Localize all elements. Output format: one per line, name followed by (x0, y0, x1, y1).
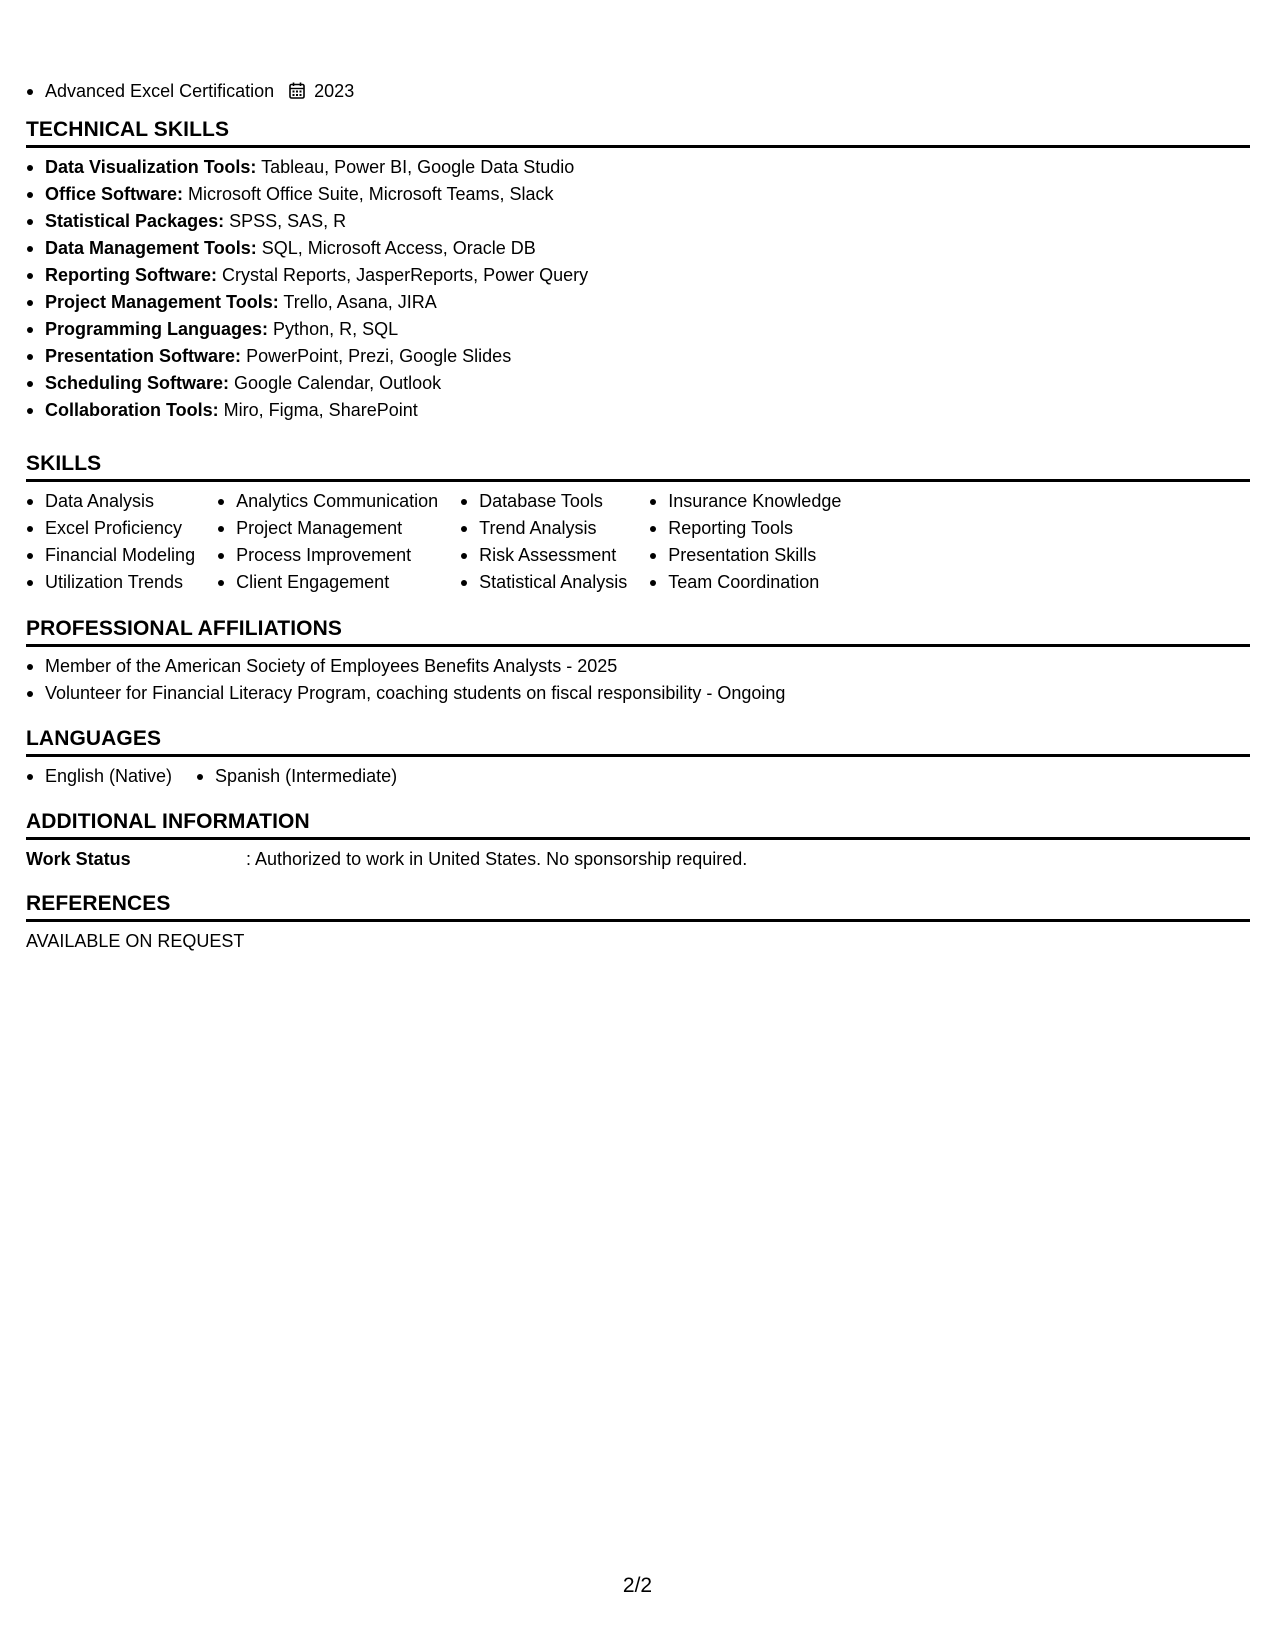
list-item: Project Management Tools: Trello, Asana, JIRA (26, 289, 1250, 316)
skills-grid (26, 482, 1250, 596)
skills-column (649, 488, 841, 596)
list-item: Programming Languages: Python, R, SQL (26, 316, 1250, 343)
list-item: Member of the American Society of Employees Benefits Analysts - 2025 (26, 653, 1250, 680)
list-item: Project Management (217, 515, 438, 542)
list-item: Team Coordination (649, 569, 841, 596)
skills-column (26, 488, 195, 596)
list-item: Database Tools (460, 488, 627, 515)
list-item: Reporting Software: Crystal Reports, JasperReports, Power Query (26, 262, 1250, 289)
section-title: SKILLS (26, 450, 1250, 482)
skills-section (26, 450, 1250, 596)
references-section (26, 890, 1250, 955)
list-item: Data Management Tools: SQL, Microsoft Access, Oracle DB (26, 235, 1250, 262)
affiliations-list (26, 653, 1250, 707)
list-item: Client Engagement (217, 569, 438, 596)
affiliations-section (26, 615, 1250, 707)
list-item: Utilization Trends (26, 569, 195, 596)
languages-list (26, 763, 1250, 790)
section-title: ADDITIONAL INFORMATION (26, 808, 1250, 840)
work-status-row (26, 840, 1250, 873)
list-item: Insurance Knowledge (649, 488, 841, 515)
list-item: Process Improvement (217, 542, 438, 569)
list-item: Statistical Packages: SPSS, SAS, R (26, 208, 1250, 235)
section-title: TECHNICAL SKILLS (26, 116, 1250, 148)
references-text: AVAILABLE ON REQUEST (26, 931, 245, 951)
list-item: Scheduling Software: Google Calendar, Outlook (26, 370, 1250, 397)
section-title: REFERENCES (26, 890, 1250, 922)
list-item: Data Visualization Tools: Tableau, Power BI, Google Data Studio (26, 154, 1250, 181)
list-item: Presentation Software: PowerPoint, Prezi, Google Slides (26, 343, 1250, 370)
technical-skills-list (26, 154, 1250, 424)
list-item: Excel Proficiency (26, 515, 195, 542)
skills-column (217, 488, 438, 596)
work-status-value: : Authorized to work in United States. No sponsorship required. (246, 849, 748, 869)
certification-list (26, 78, 354, 105)
list-item: Collaboration Tools: Miro, Figma, SharePoint (26, 397, 1250, 424)
list-item: Presentation Skills (649, 542, 841, 569)
list-item: Data Analysis (26, 488, 195, 515)
section-title: PROFESSIONAL AFFILIATIONS (26, 615, 1250, 647)
list-item: English (Native) (26, 763, 172, 790)
list-item: Risk Assessment (460, 542, 627, 569)
certification-item (26, 78, 354, 105)
list-item: Reporting Tools (649, 515, 841, 542)
certification-year: 2023 (314, 81, 355, 101)
list-item: Statistical Analysis (460, 569, 627, 596)
certification-label: Advanced Excel Certification (45, 81, 275, 101)
list-item: Spanish (Intermediate) (196, 763, 397, 790)
skills-column (460, 488, 627, 596)
work-status-label: Work Status (26, 849, 131, 869)
list-item: Analytics Communication (217, 488, 438, 515)
list-item: Financial Modeling (26, 542, 195, 569)
page-number: 2/2 (622, 1574, 653, 1597)
list-item: Trend Analysis (460, 515, 627, 542)
languages-section (26, 725, 1250, 790)
list-item: Volunteer for Financial Literacy Program, coaching students on fiscal responsibility - Ongoing (26, 680, 1250, 707)
technical-skills-section (26, 116, 1250, 424)
additional-info-section (26, 808, 1250, 873)
calendar-icon (289, 80, 305, 107)
section-title: LANGUAGES (26, 725, 1250, 757)
list-item: Office Software: Microsoft Office Suite, Microsoft Teams, Slack (26, 181, 1250, 208)
